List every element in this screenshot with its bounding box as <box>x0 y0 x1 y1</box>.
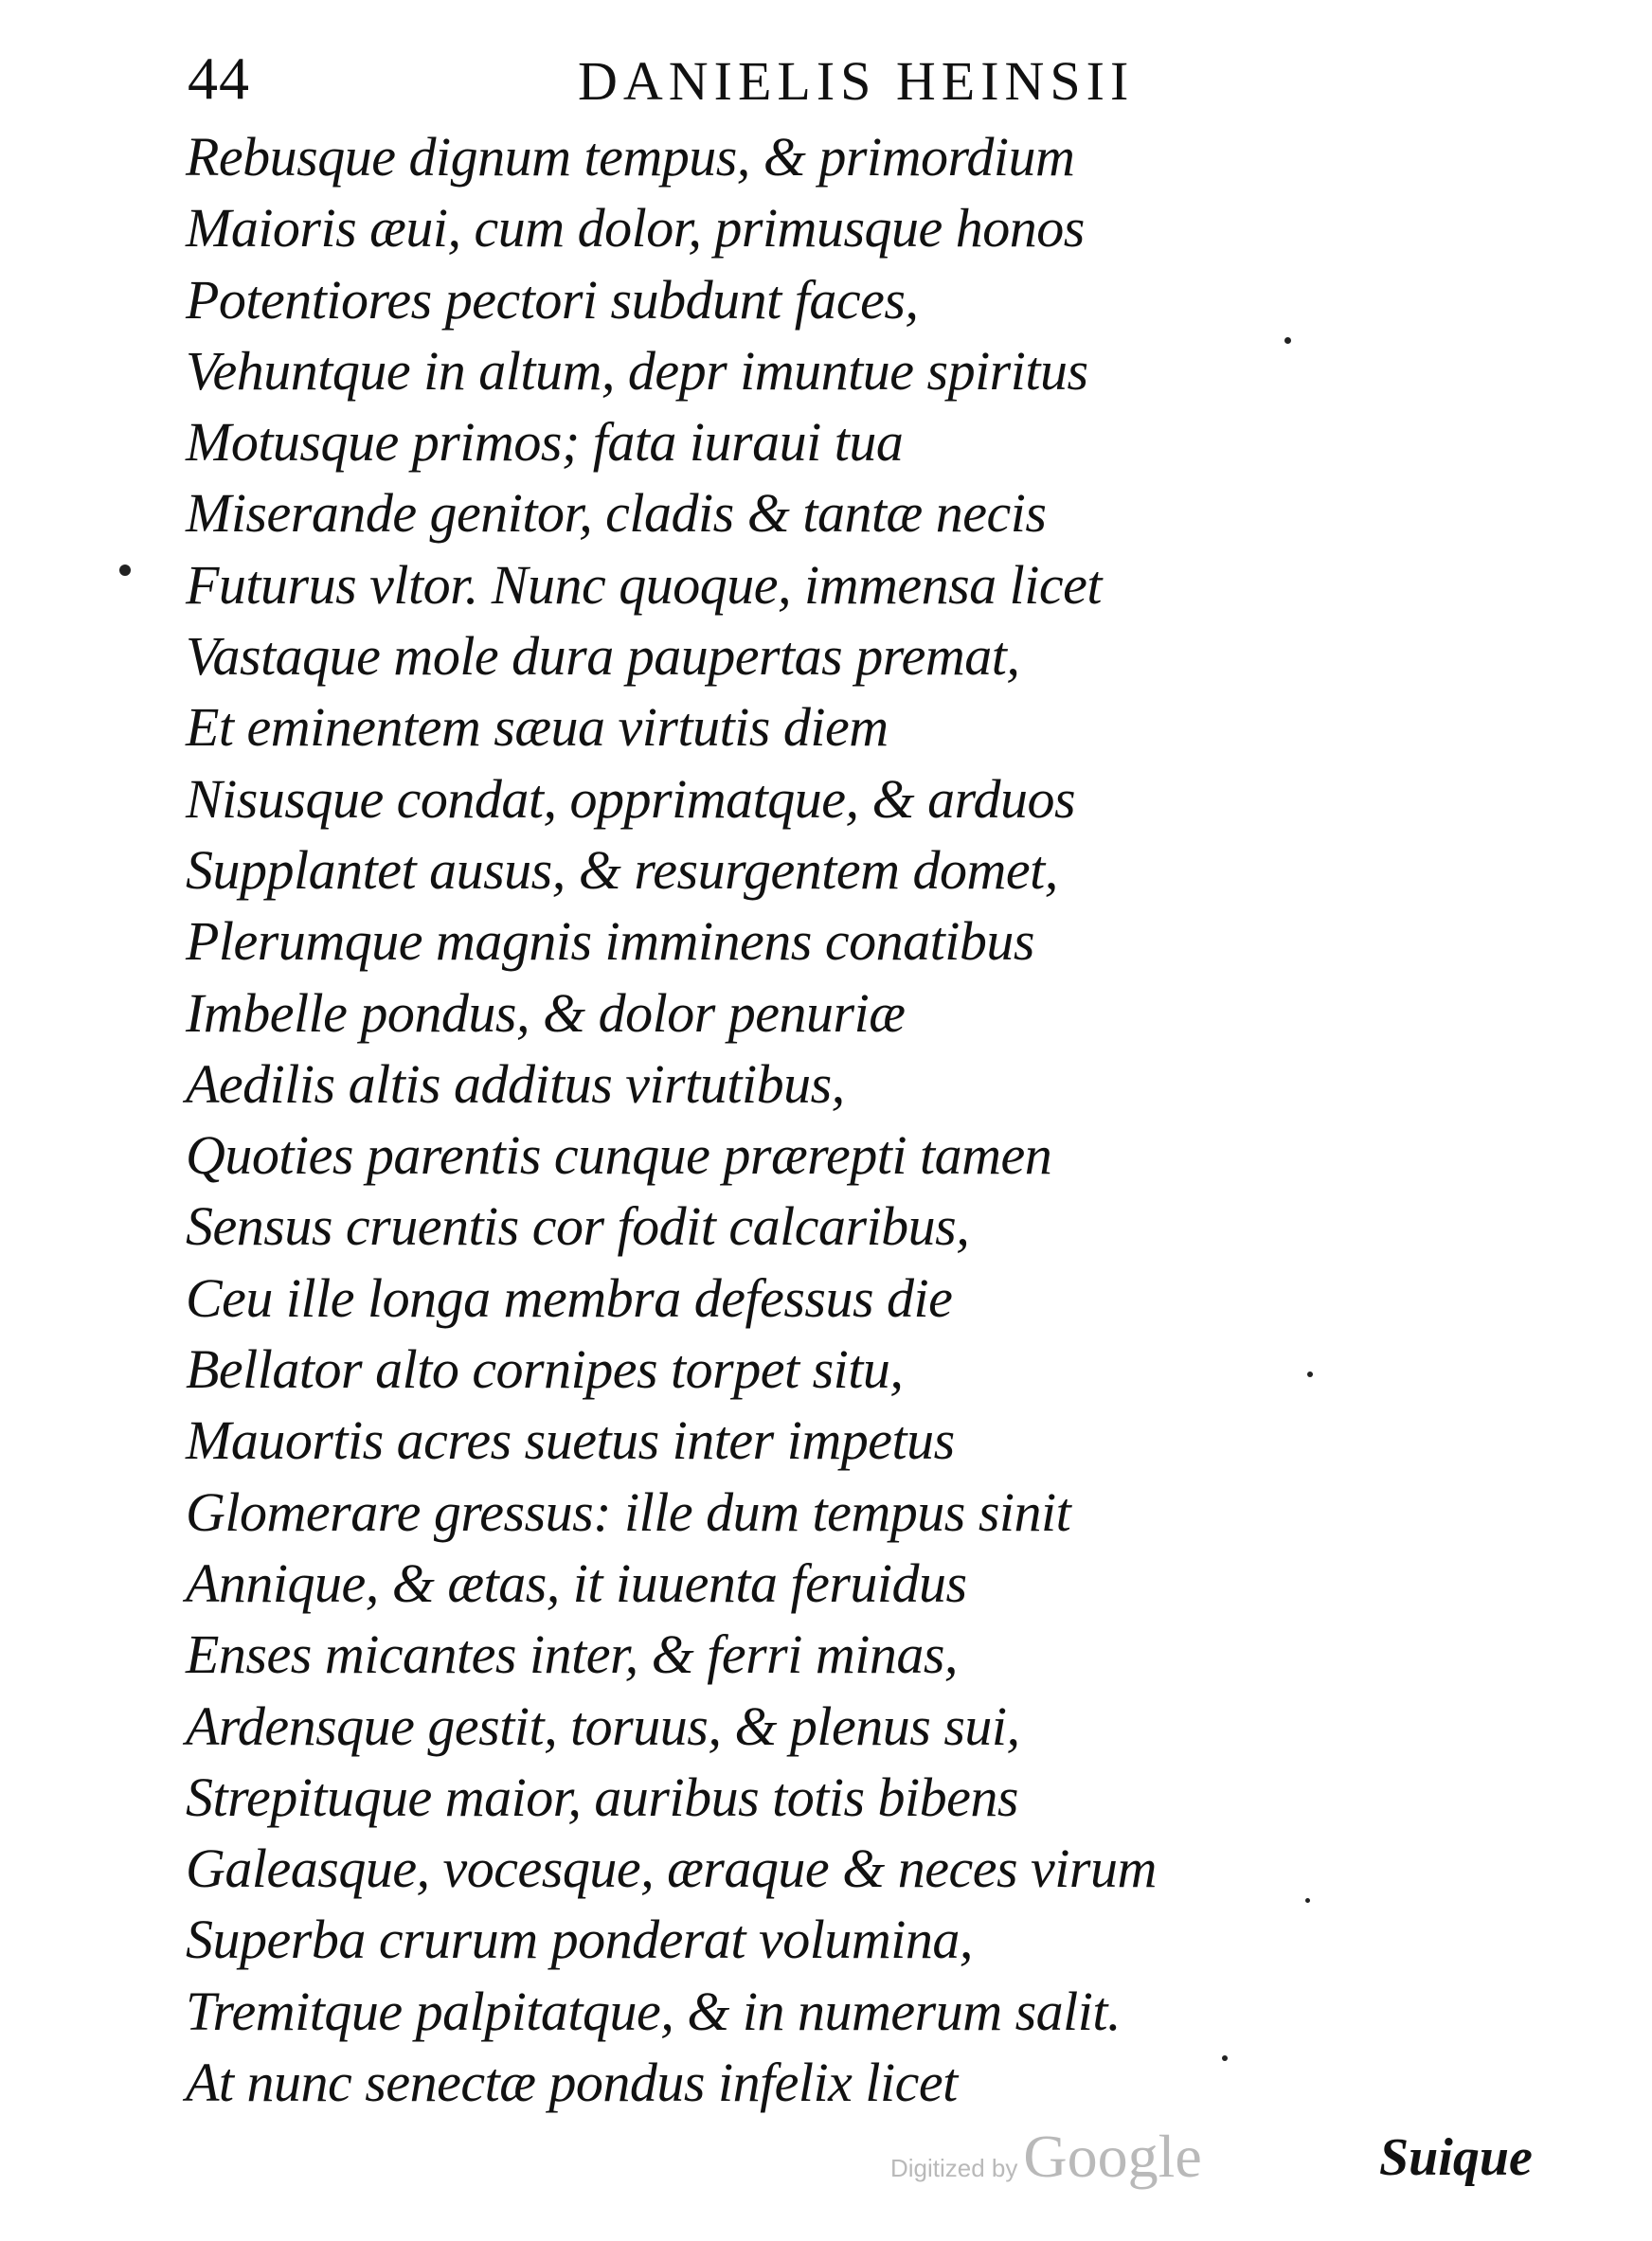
page-number: 44 <box>188 45 250 112</box>
verse-line: Vastaque mole dura paupertas premat, <box>186 625 1020 688</box>
verse-line: Annique, & ætas, it iuuenta feruidus <box>186 1551 967 1614</box>
ink-speck <box>1222 2055 1228 2061</box>
ink-speck <box>1284 337 1291 344</box>
verse-line: Vehuntque in altum, depr imuntue spiritus <box>186 339 1088 402</box>
verse-line: Superba crurum ponderat volumina, <box>186 1909 973 1971</box>
verse-line: Strepituque maior, auribus totis bibens <box>186 1766 1018 1828</box>
ink-speck <box>1307 1371 1313 1377</box>
verse-line: Quoties parentis cunque prærepti tamen <box>186 1124 1052 1187</box>
verse-line: Plerumque magnis imminens conatibus <box>186 910 1034 973</box>
verse-line: Glomerare gressus: ille dum tempus sinit <box>186 1480 1071 1543</box>
verse-line: Mauortis acres suetus inter impetus <box>186 1409 955 1472</box>
ink-speck <box>119 565 131 576</box>
digitized-watermark <box>890 2122 1202 2188</box>
verse-line: Et eminentem sæua virtutis diem <box>186 696 889 759</box>
verse-line: Tremitque palpitatque, & in numerum salit. <box>186 1980 1122 2042</box>
verse-line: Galeasque, vocesque, æraque & neces virum <box>186 1838 1157 1900</box>
verse-line: Potentiores pectori subdunt faces, <box>186 268 919 331</box>
verse-line: Supplantet ausus, & resurgentem domet, <box>186 838 1058 901</box>
verse-line: Enses micantes inter, & ferri minas, <box>186 1623 958 1686</box>
watermark-brand: Google <box>1023 2123 1202 2190</box>
verse-line: Rebusque dignum tempus, & primordium <box>186 126 1075 188</box>
ink-speck <box>1305 1898 1310 1903</box>
catchword: Suique <box>1379 2128 1533 2187</box>
verse-line: Futurus vltor. Nunc quoque, immensa licet <box>186 553 1103 616</box>
verse-line: Bellator alto cornipes torpet situ, <box>186 1338 904 1401</box>
verse-line: Motusque primos; fata iuraui tua <box>186 411 904 474</box>
verse-line: Ardensque gestit, toruus, & plenus sui, <box>186 1694 1020 1757</box>
verse-line: Sensus cruentis cor fodit calcaribus, <box>186 1195 970 1258</box>
verse-line: Ceu ille longa membra defessus die <box>186 1266 953 1329</box>
watermark-prefix: Digitized by <box>890 2154 1018 2182</box>
verse-line: Maioris æui, cum dolor, primusque honos <box>186 197 1085 260</box>
verse-line: Aedilis altis additus virtutibus, <box>186 1052 845 1115</box>
running-head: DANIELIS HEINSII <box>578 50 1135 112</box>
page-header <box>180 36 1137 112</box>
verse-line: Miserande genitor, cladis & tantæ necis <box>186 482 1047 545</box>
verse-line: Nisusque condat, opprimatque, & arduos <box>186 767 1076 830</box>
verse-line: At nunc senectæ pondus infelix licet <box>186 2052 958 2114</box>
verse-line: Imbelle pondus, & dolor penuriæ <box>186 981 906 1044</box>
verse-block <box>186 121 1303 2118</box>
